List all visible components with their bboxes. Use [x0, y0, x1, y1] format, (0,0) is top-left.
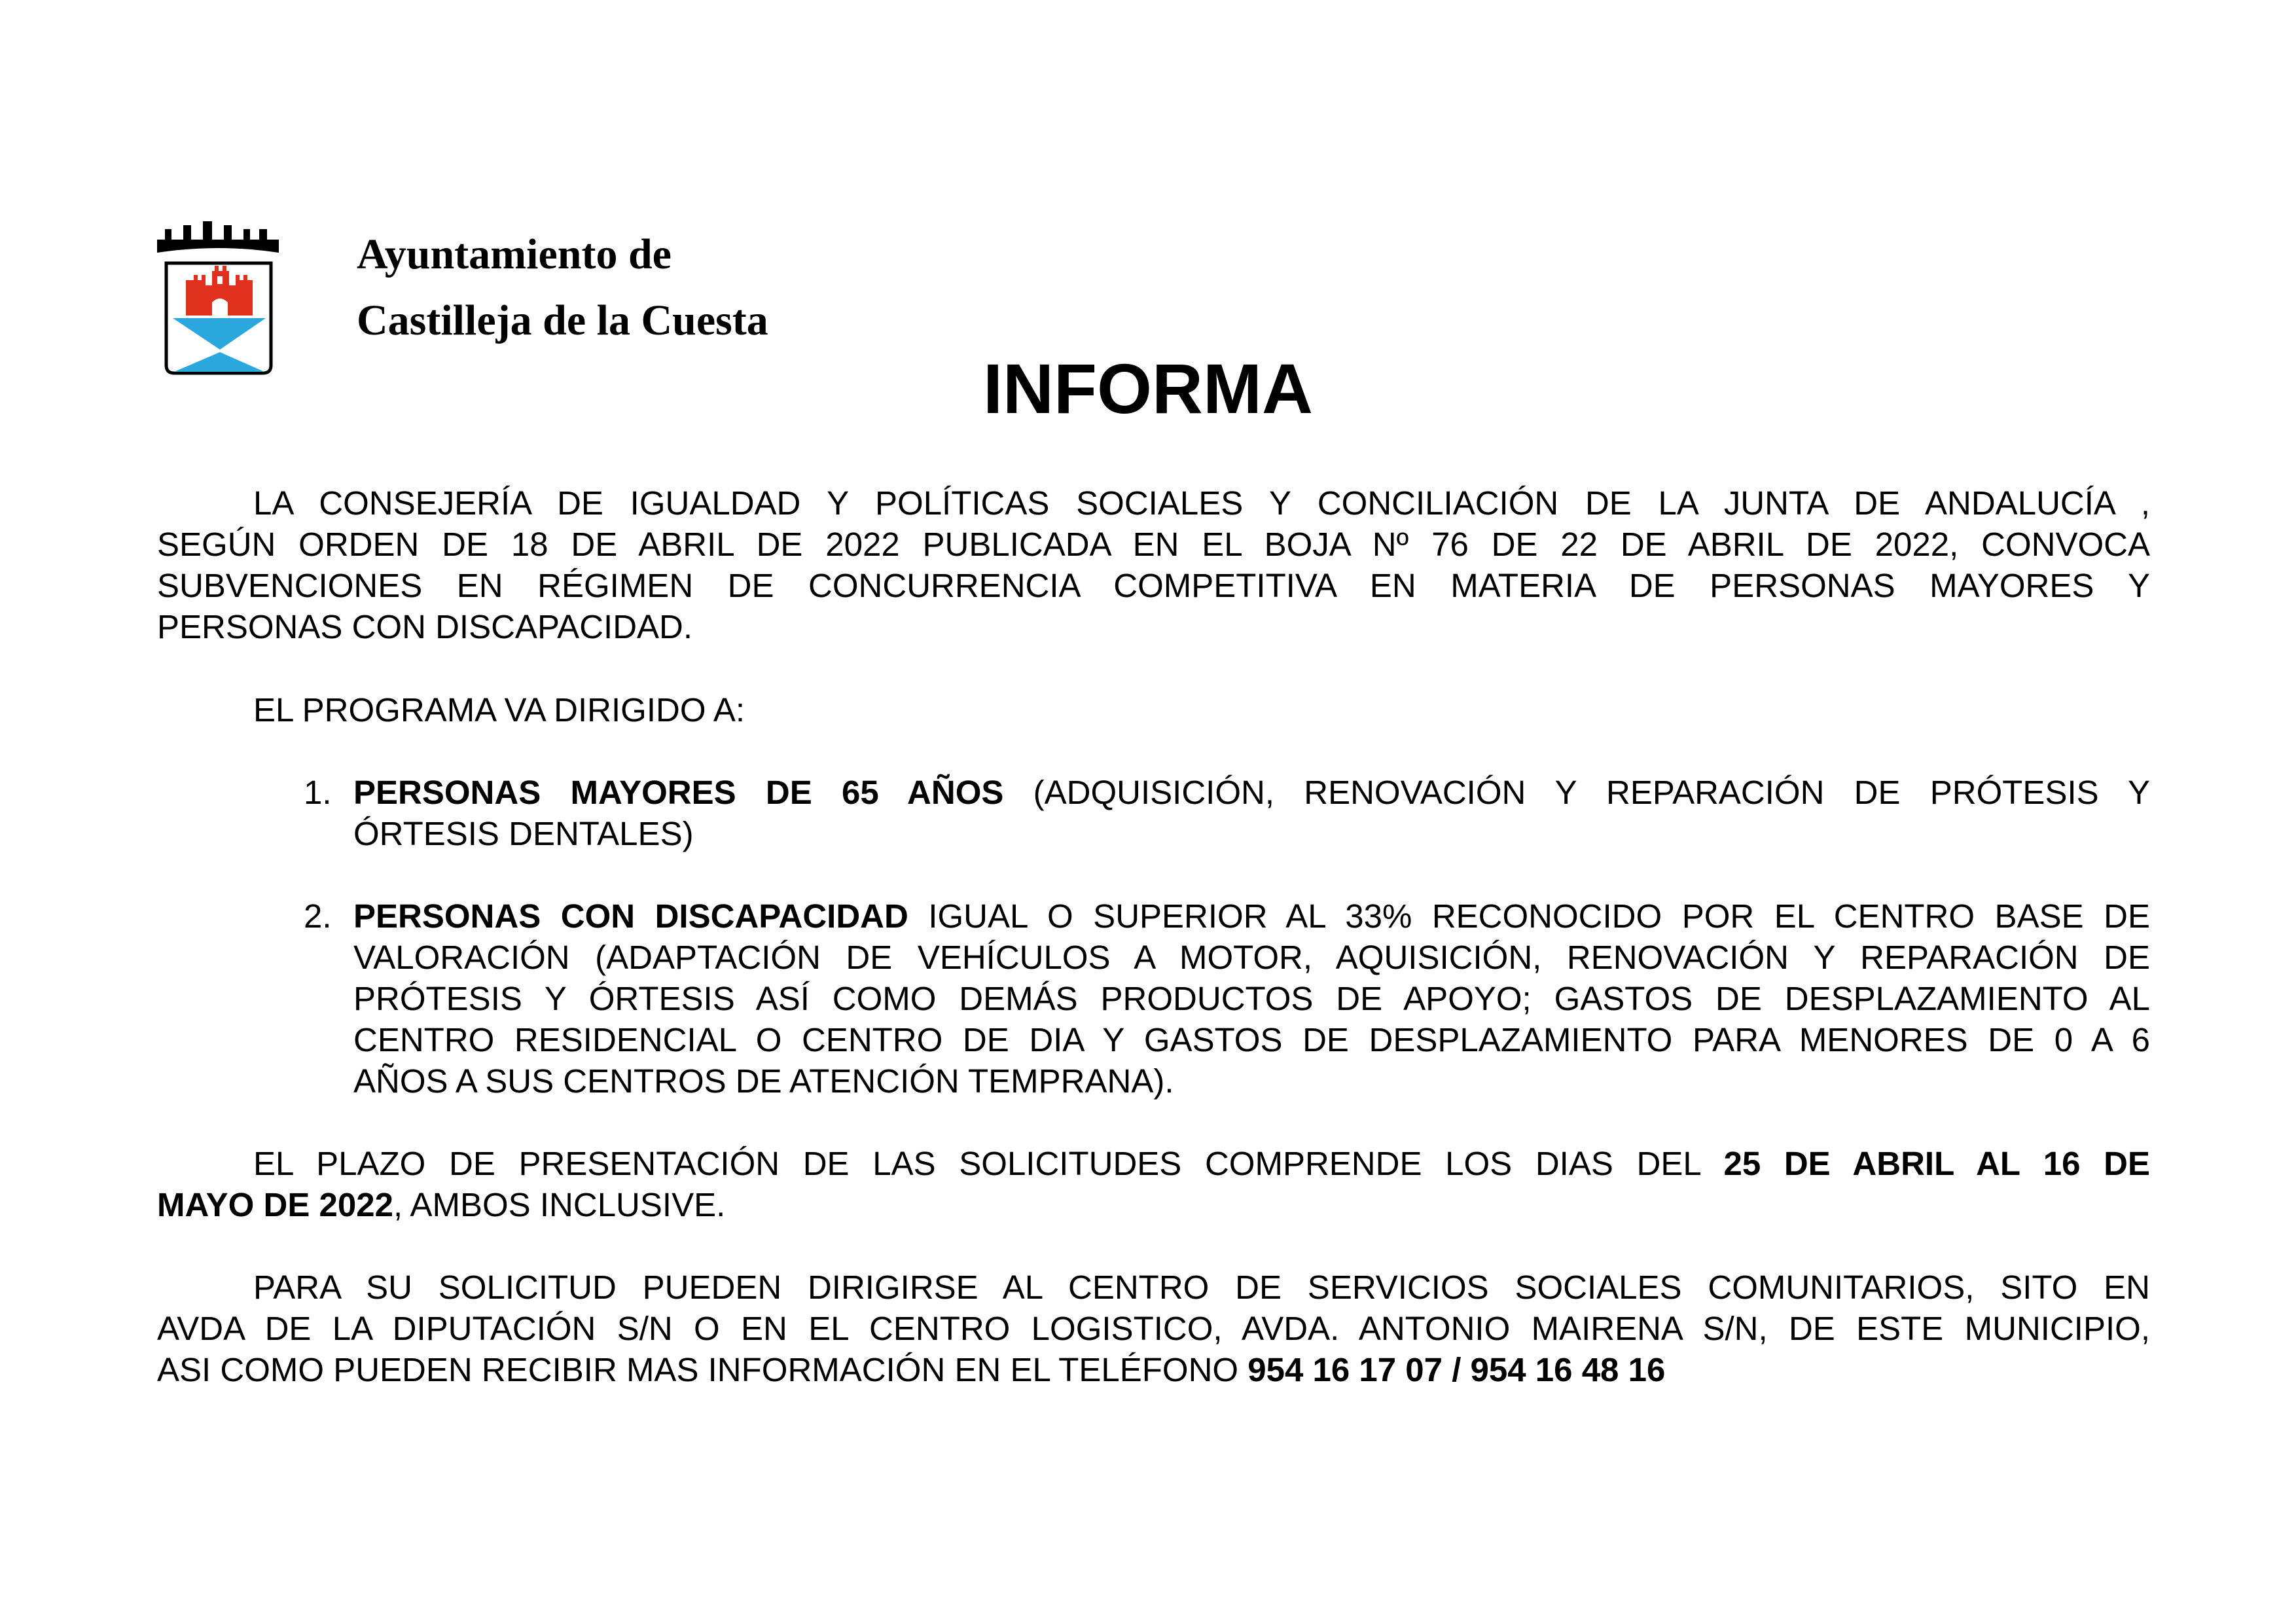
list-number: 2.: [304, 897, 332, 935]
page-title: INFORMA: [983, 349, 1313, 428]
text: , AMBOS INCLUSIVE.: [393, 1186, 726, 1223]
text-line: [157, 606, 2150, 647]
list-item-1: [304, 772, 2150, 854]
text-line: [353, 1019, 2150, 1060]
list-item-2: [304, 895, 2150, 1102]
text-line: [157, 689, 2150, 731]
text-line: [157, 524, 2150, 565]
text-line: [353, 937, 2150, 978]
text-line: [157, 1308, 2150, 1349]
program-heading: [157, 689, 2150, 731]
text: ÓRTESIS DENTALES): [353, 815, 694, 852]
crown-icon: [157, 221, 279, 253]
bold-text: 954 16 17 07 / 954 16 48 16: [1247, 1351, 1666, 1388]
intro-paragraph: [157, 482, 2150, 647]
bold-text: PERSONAS CON DISCAPACIDAD: [353, 897, 908, 935]
org-name-line2: Castilleja de la Cuesta: [357, 297, 768, 344]
text: VALORACIÓN (ADAPTACIÓN DE VEHÍCULOS A MOTOR, AQUISICIÓN, RENOVACIÓN Y REPARACIÓN DE: [353, 939, 2150, 976]
text: ASI COMO PUEDEN RECIBIR MAS INFORMACIÓN EN EL TELÉFONO: [157, 1351, 1248, 1388]
text: EL PROGRAMA VA DIRIGIDO A:: [253, 691, 745, 729]
text-line: [353, 813, 2150, 854]
text: PERSONAS CON DISCAPACIDAD.: [157, 608, 693, 645]
text-line: [157, 482, 2150, 524]
contact-paragraph: [157, 1267, 2150, 1390]
text-line: [157, 1267, 2150, 1308]
text: CENTRO RESIDENCIAL O CENTRO DE DIA Y GASTOS DE DESPLAZAMIENTO PARA MENORES DE 0 A 6: [353, 1021, 2150, 1058]
text-line: [157, 565, 2150, 606]
text: AVDA DE LA DIPUTACIÓN S/N O EN EL CENTRO LOGISTICO, AVDA. ANTONIO MAIRENA S/N, DE ESTE MUNICIPIO,: [157, 1310, 2150, 1347]
text: (ADQUISICIÓN, RENOVACIÓN Y REPARACIÓN DE PRÓTESIS Y: [1003, 774, 2150, 811]
text: SEGÚN ORDEN DE 18 DE ABRIL DE 2022 PUBLICADA EN EL BOJA Nº 76 DE 22 DE ABRIL DE 2022, CONVOCA: [157, 526, 2150, 563]
text: LA CONSEJERÍA DE IGUALDAD Y POLÍTICAS SOCIALES Y CONCILIACIÓN DE LA JUNTA DE ANDALUCÍA ,: [253, 484, 2150, 522]
text-line: [157, 1143, 2150, 1184]
text: AÑOS A SUS CENTROS DE ATENCIÓN TEMPRANA).: [353, 1062, 1174, 1100]
text-line: [353, 772, 2150, 813]
text-line: [157, 1349, 2150, 1390]
text-line: [353, 895, 2150, 937]
bold-text: MAYO DE 2022: [157, 1186, 393, 1223]
bold-text: 25 DE ABRIL AL 16 DE: [1723, 1145, 2150, 1182]
text: IGUAL O SUPERIOR AL 33% RECONOCIDO POR EL CENTRO BASE DE: [908, 897, 2150, 935]
bold-text: PERSONAS MAYORES DE 65 AÑOS: [353, 774, 1004, 811]
text-line: [157, 1184, 2150, 1225]
text: EL PLAZO DE PRESENTACIÓN DE LAS SOLICITUDES COMPRENDE LOS DIAS DEL: [253, 1145, 1724, 1182]
text-line: [353, 978, 2150, 1019]
list-number: 1.: [304, 774, 332, 811]
text: PRÓTESIS Y ÓRTESIS ASÍ COMO DEMÁS PRODUCTOS DE APOYO; GASTOS DE DESPLAZAMIENTO AL: [353, 980, 2150, 1017]
org-name-line1: Ayuntamiento de: [357, 230, 672, 278]
text-line: [353, 1060, 2150, 1102]
text: SUBVENCIONES EN RÉGIMEN DE CONCURRENCIA COMPETITIVA EN MATERIA DE PERSONAS MAYORES Y: [157, 567, 2150, 604]
deadline-paragraph: [157, 1143, 2150, 1225]
text: PARA SU SOLICITUD PUEDEN DIRIGIRSE AL CENTRO DE SERVICIOS SOCIALES COMUNITARIOS, SITO EN: [253, 1269, 2150, 1306]
